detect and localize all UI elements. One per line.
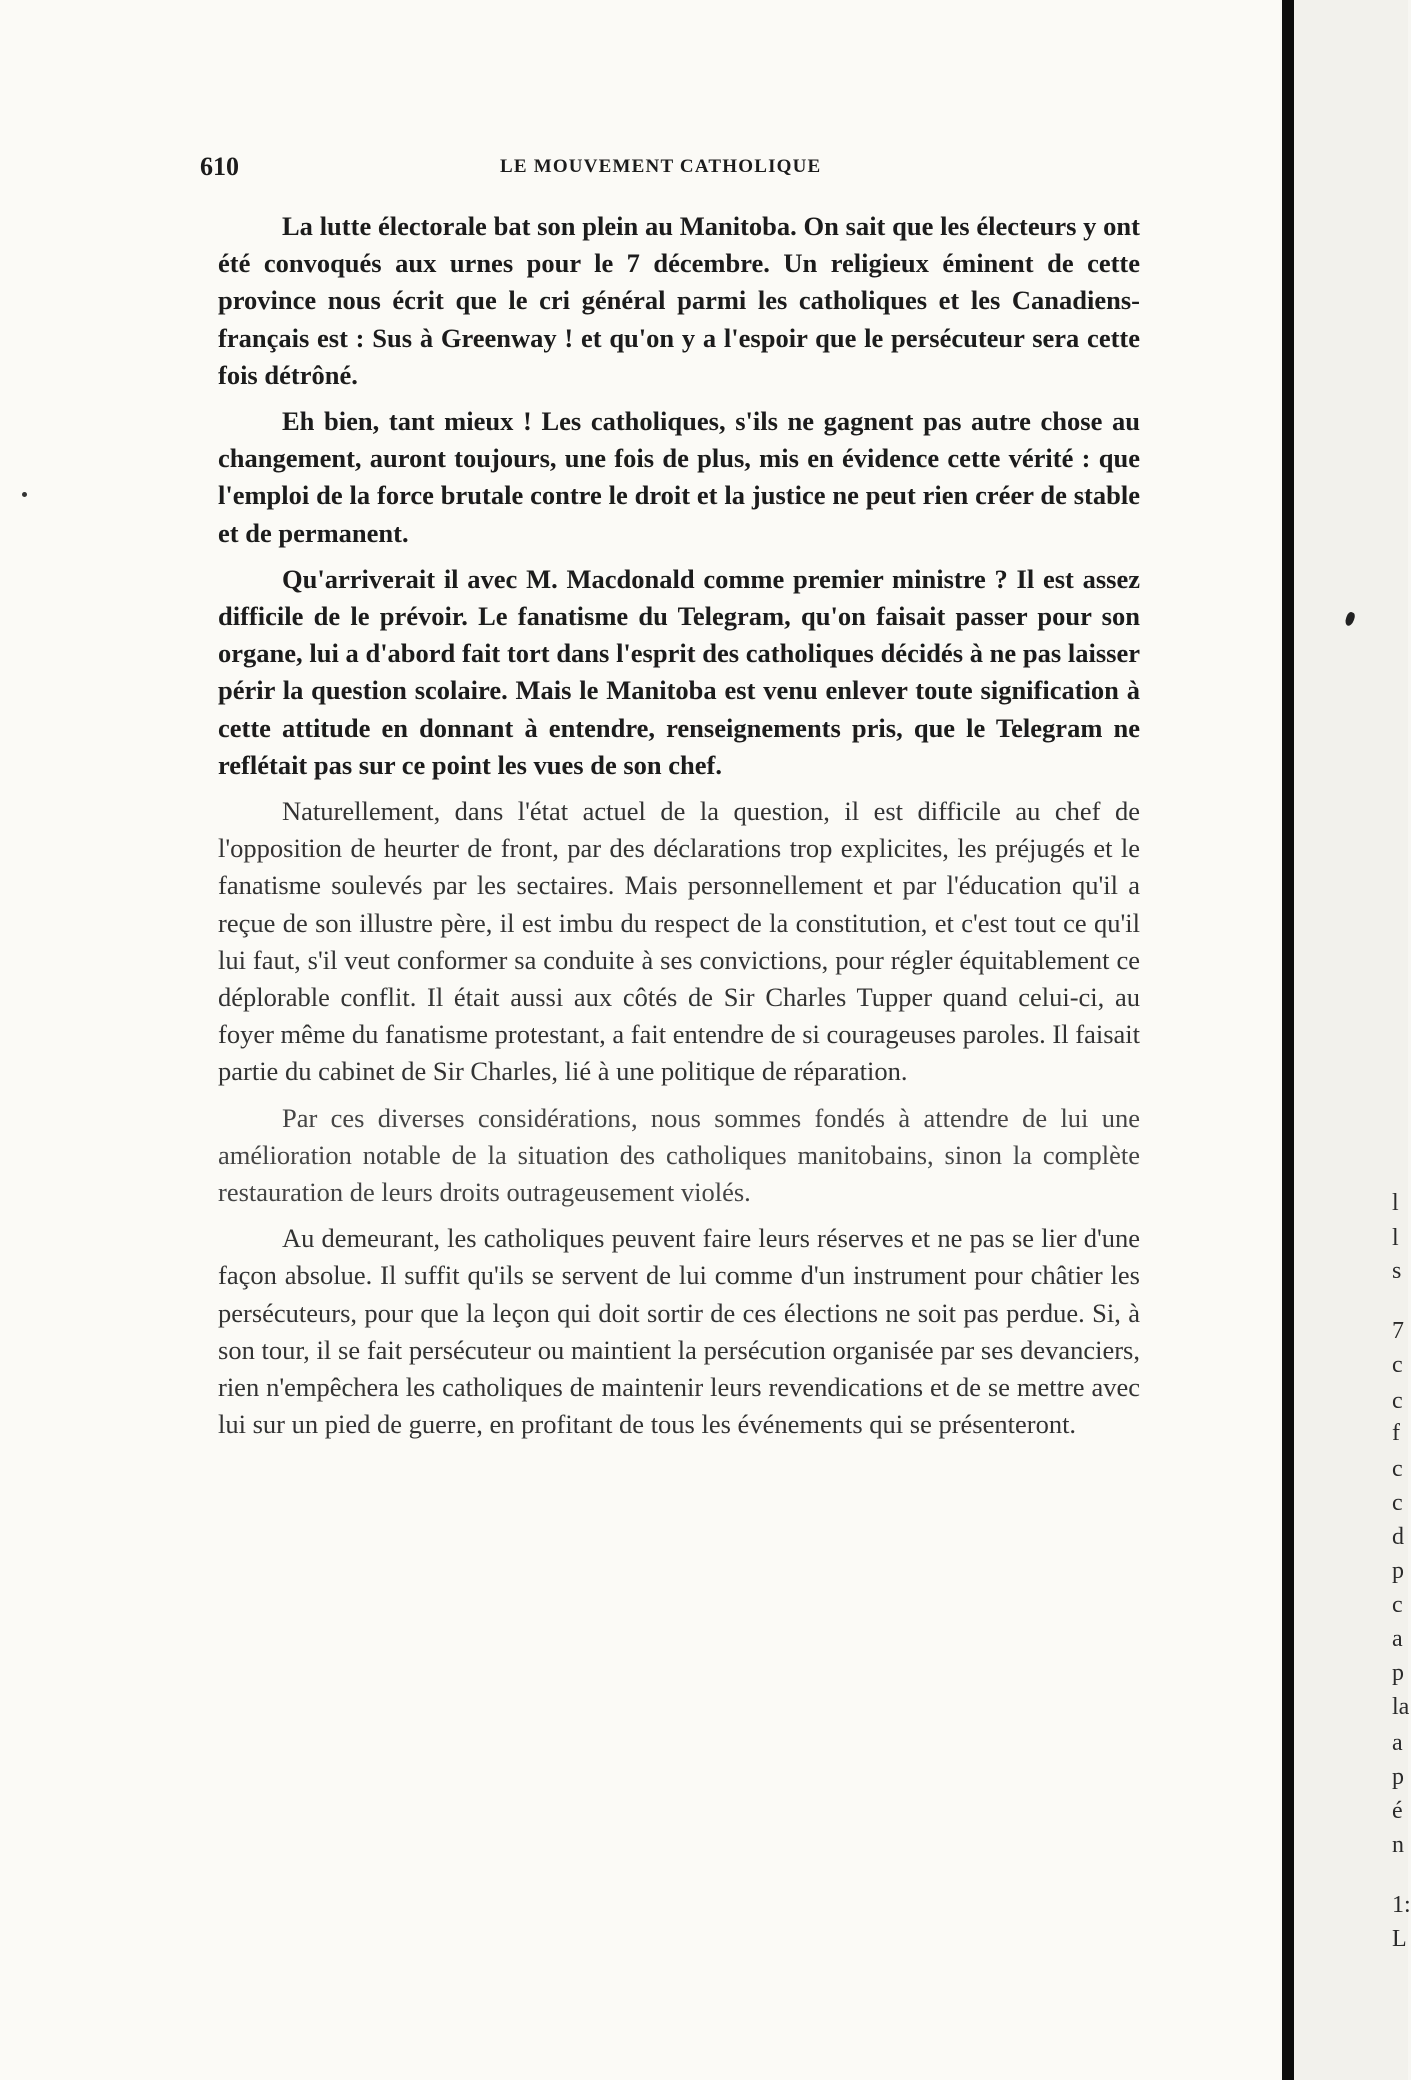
margin-speck [22, 492, 27, 497]
facing-page-letter: p [1392, 1558, 1404, 1584]
facing-page-letter: p [1392, 1660, 1404, 1686]
facing-page-letter: c [1392, 1490, 1403, 1516]
ink-mark [1344, 611, 1356, 627]
paragraph-3: Qu'arriverait il avec M. Macdonald comme premier ministre ? Il est assez difficile de le prévoir. Le fanatisme du Telegram, qu'on faisait passer pour son organe, lui a d'abord fait tort dans l'esprit des catholiques décidés à ne pas laisser périr la question scolaire. Mais le Manitoba est venu enlever toute signification à cette attitude en donnant à entendre, renseignements pris, que le Telegram ne reflétait pas sur ce point les vues de son chef. [218, 563, 1140, 780]
facing-page-letter: c [1392, 1456, 1403, 1482]
facing-page-letter: d [1392, 1524, 1404, 1550]
facing-page-letter: a [1392, 1626, 1403, 1652]
facing-page-letter: la [1392, 1694, 1410, 1720]
paragraph-5: Par ces diverses considérations, nous sommes fondés à attendre de lui une amélioration notable de la situation des catholiques manitobains, sinon la complète restauration de leurs droits outrageusement violés. [218, 1102, 1140, 1208]
facing-page-letter: p [1392, 1764, 1404, 1790]
paragraph-2: Eh bien, tant mieux ! Les catholiques, s'ils ne gagnent pas autre chose au changement, auront toujours, une fois de plus, mis en évidence cette vérité : que l'emploi de la force brutale contre le droit et la justice ne peut rien créer de stable et de permanent. [218, 406, 1140, 548]
facing-page-letter: s [1392, 1258, 1402, 1284]
paragraph-1: La lutte électorale bat son plein au Manitoba. On sait que les électeurs y ont été convoqués aux urnes pour le 7 décembre. Un religieux éminent de cette province nous écrit que le cri général parmi les catholiques et les Canadiens-français est : Sus à Greenway ! et qu'on y a l'espoir que le persécuteur sera cette fois détrôné. [218, 211, 1140, 390]
facing-page-letter: c [1392, 1352, 1403, 1378]
facing-page-letter: c [1392, 1388, 1403, 1414]
facing-page-letter: l [1392, 1225, 1399, 1251]
running-title: LE MOUVEMENT CATHOLIQUE [500, 156, 822, 177]
page-number: 610 [200, 152, 239, 181]
facing-page-letter: l [1392, 1190, 1399, 1216]
facing-page-letter: n [1392, 1832, 1404, 1858]
facing-page-letter: L [1392, 1926, 1407, 1952]
paragraph-4: Naturellement, dans l'état actuel de la question, il est difficile au chef de l'opposition de heurter de front, par des déclarations trop explicites, les préjugés et le fanatisme soulevés par les sectaires. Mais personnellement et par l'éducation qu'il a reçue de son illustre père, il est imbu du respect de la constitution, et c'est tout ce qu'il lui faut, s'il veut conformer sa conduite à ses convictions, pour régler équitablement ce déplorable conflit. Il était aussi aux côtés de Sir Charles Tupper quand celui-ci, au foyer même du fanatisme protestant, a fait entendre de si courageuses paroles. Il faisait partie du cabinet de Sir Charles, lié à une politique de réparation. [218, 796, 1140, 1087]
article-body [218, 208, 1140, 1453]
facing-page-letter: f [1392, 1420, 1400, 1446]
paragraph-6: Au demeurant, les catholiques peuvent faire leurs réserves et ne pas se lier d'une façon absolue. Il suffit qu'ils se servent de lui comme d'un instrument pour châtier les persécuteurs, pour que la leçon qui doit sortir de ces élections ne soit pas perdue. Si, à son tour, il se fait persécuteur ou maintient la persécution organisée par ses devanciers, rien n'empêchera les catholiques de maintenir leurs revendications et de se mettre avec lui sur un pied de guerre, en profitant de tous les événements qui se présenteront. [218, 1223, 1140, 1440]
book-gutter [1282, 0, 1294, 2080]
running-head [200, 152, 1060, 192]
facing-page [1294, 0, 1408, 2080]
facing-page-letter: 7 [1392, 1318, 1404, 1344]
facing-page-letter: é [1392, 1798, 1403, 1824]
facing-page-letter: a [1392, 1730, 1403, 1756]
facing-page-letter: c [1392, 1592, 1403, 1618]
facing-page-letter: 1: [1392, 1892, 1411, 1918]
